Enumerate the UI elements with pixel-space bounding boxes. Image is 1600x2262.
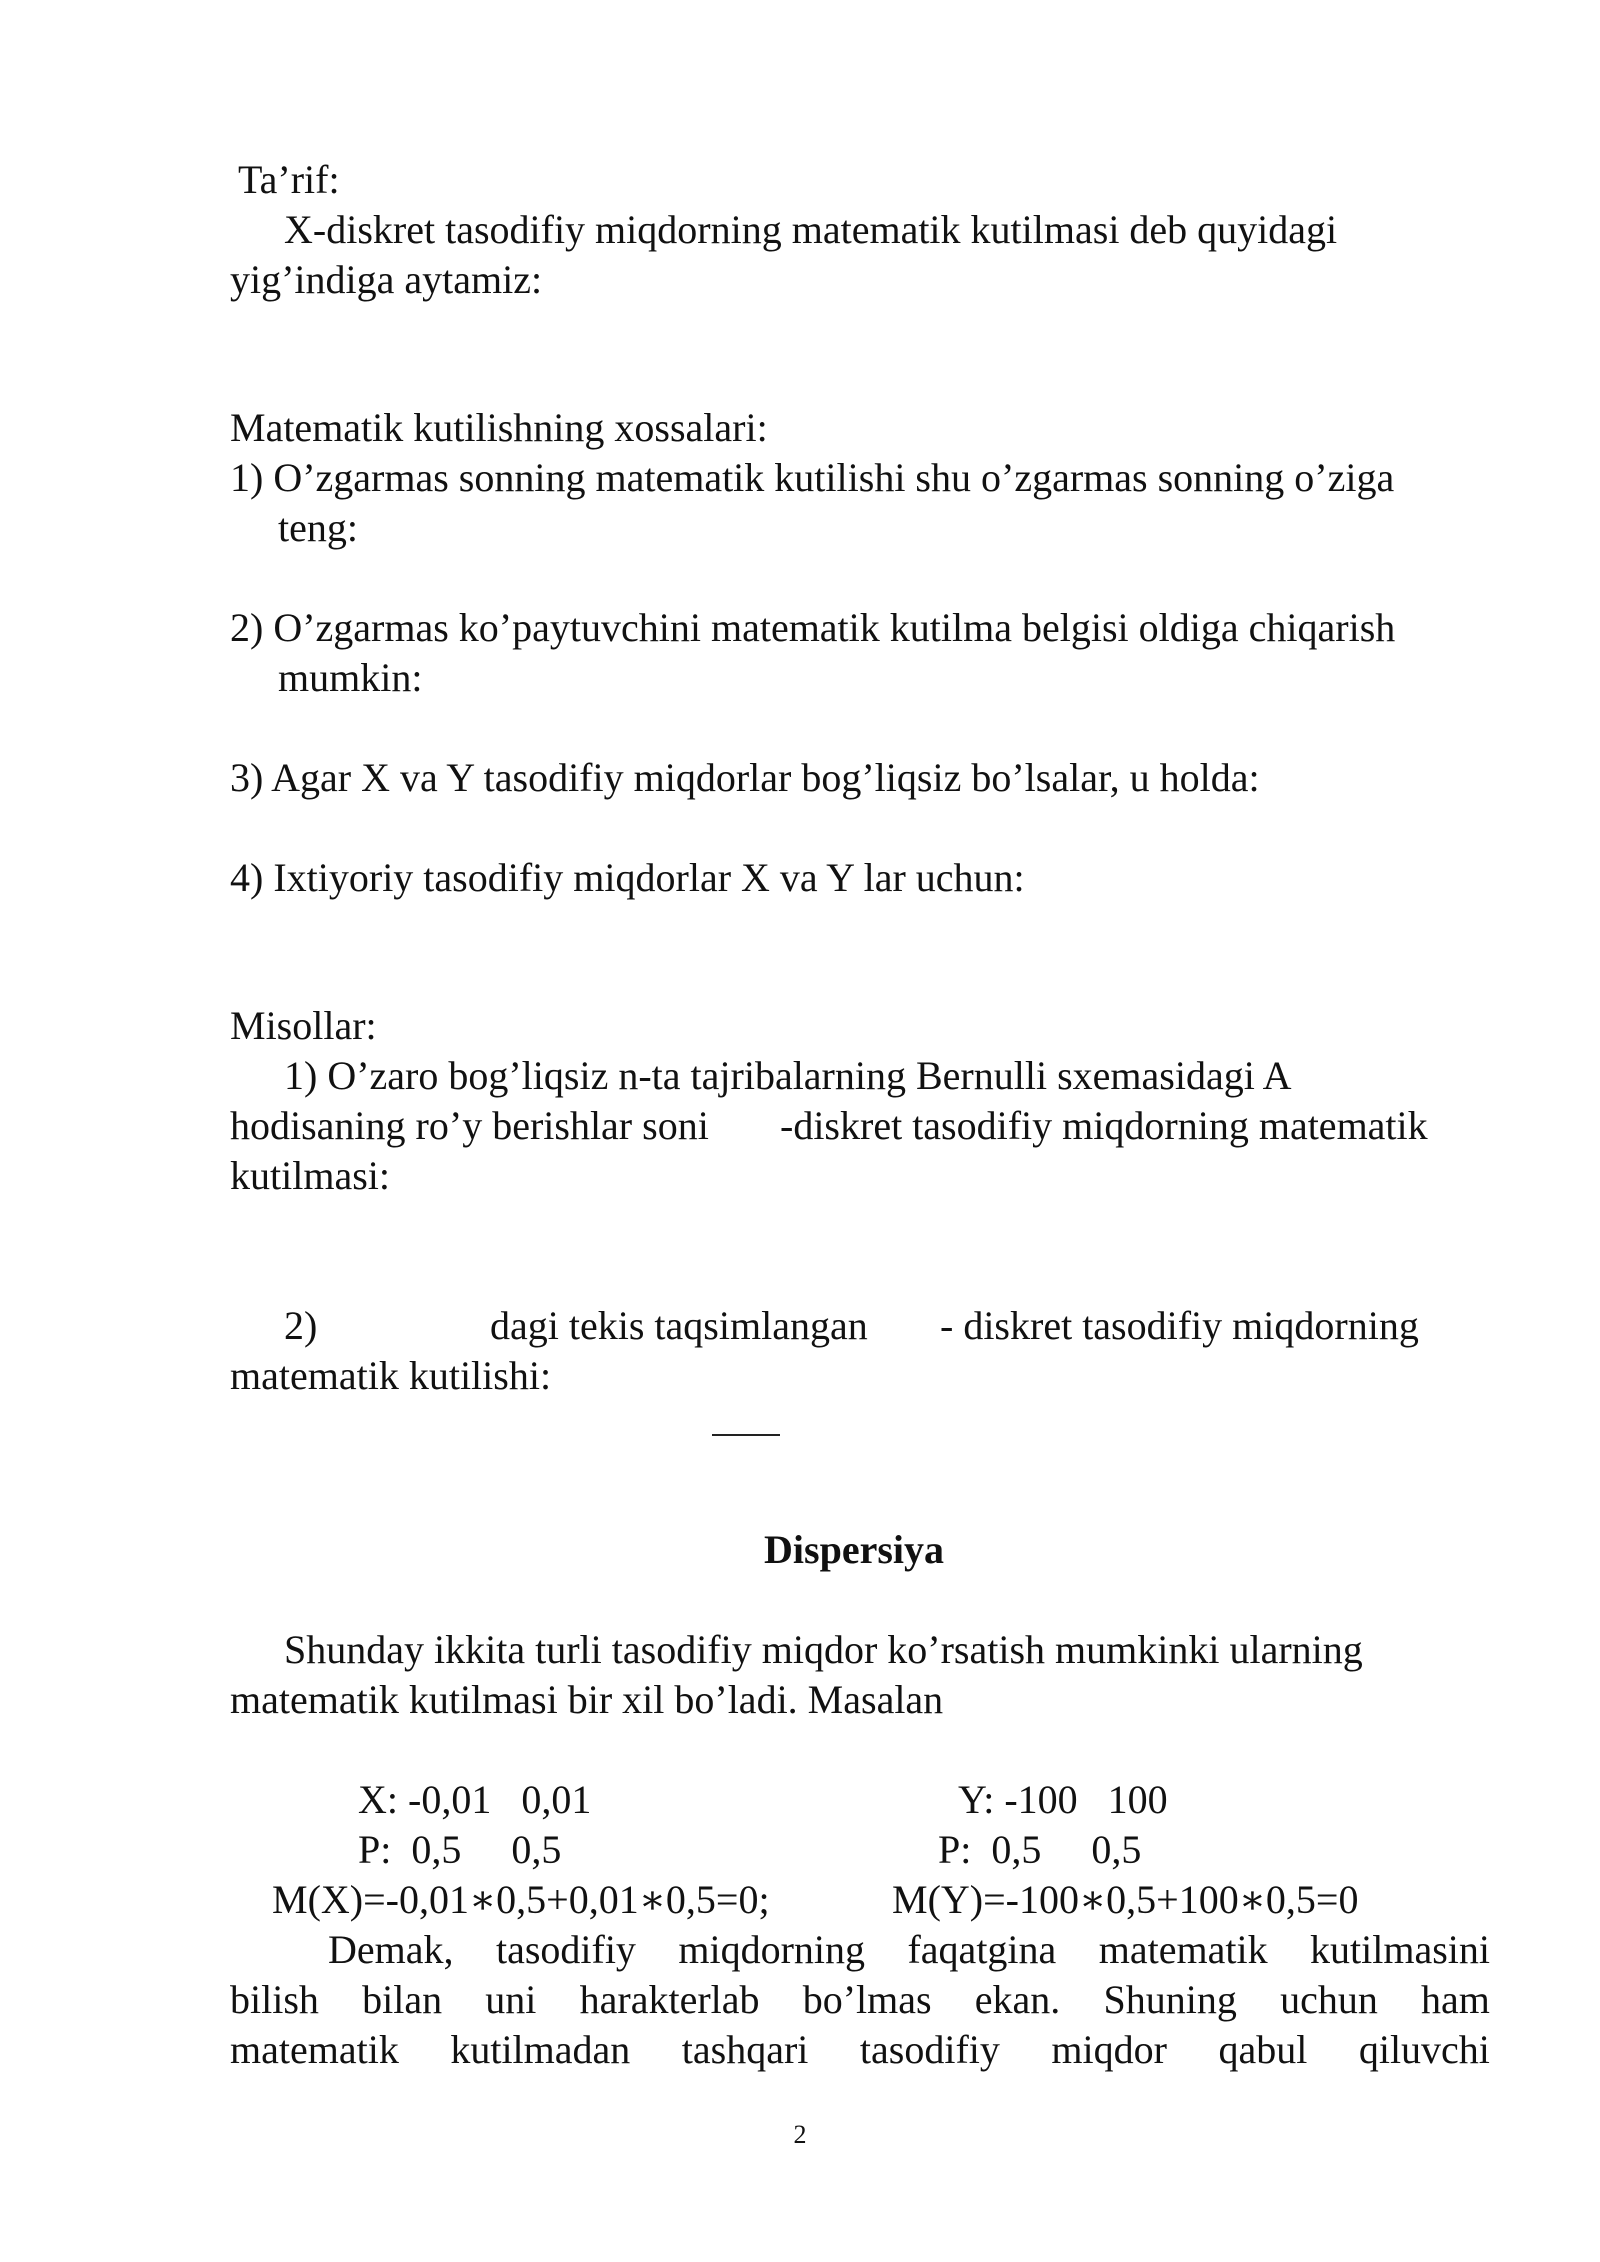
expectation-y: M(Y)=-100∗0,5+100∗0,5=0 (892, 1877, 1359, 1922)
justified-word: harakterlab (579, 1977, 760, 2022)
definition-heading: Ta’rif: (238, 157, 340, 202)
distribution-y-probabilities: P: 0,5 0,5 (938, 1827, 1142, 1872)
distribution-y-values: Y: -100 100 (958, 1777, 1168, 1822)
justified-word: kutilmadan (450, 2027, 631, 2072)
justified-word: qiluvchi (1358, 2027, 1490, 2072)
justified-word: bilan (362, 1977, 443, 2022)
example-1-line-2b: -diskret tasodifiy miqdorning matematik (780, 1103, 1428, 1148)
property-1-line-1: 1) O’zgarmas sonning matematik kutilishi shu o’zgarmas sonning o’ziga (230, 455, 1395, 500)
dispersion-p2-line-1 (328, 1927, 1490, 1972)
justified-word: kutilmasini (1310, 1927, 1490, 1972)
justified-word: Shuning (1103, 1977, 1237, 2022)
fraction-bar (712, 1434, 780, 1436)
example-2-number: 2) (284, 1303, 318, 1348)
justified-word: miqdorning (678, 1927, 866, 1972)
dispersion-p2-line-3 (230, 2027, 1490, 2072)
justified-word: matematik (230, 2027, 399, 2072)
dispersion-p2-line-2 (230, 1977, 1490, 2022)
property-1-line-2: teng: (278, 505, 358, 550)
properties-heading: Matematik kutilishning xossalari: (230, 405, 768, 450)
justified-word: ekan. (974, 1977, 1061, 2022)
justified-word: miqdor (1051, 2027, 1167, 2072)
justified-word: bo’lmas (802, 1977, 932, 2022)
expectation-x: M(X)=-0,01∗0,5+0,01∗0,5=0; (272, 1877, 770, 1922)
justified-word: bilish (230, 1977, 319, 2022)
property-3: 3) Agar X va Y tasodifiy miqdorlar bog’liqsiz bo’lsalar, u holda: (230, 755, 1260, 800)
property-2-line-1: 2) O’zgarmas ko’paytuvchini matematik kutilma belgisi oldiga chiqarish (230, 605, 1396, 650)
justified-word: qabul (1218, 2027, 1308, 2072)
property-4: 4) Ixtiyoriy tasodifiy miqdorlar X va Y lar uchun: (230, 855, 1025, 900)
example-1-line-3: kutilmasi: (230, 1153, 390, 1198)
examples-heading: Misollar: (230, 1003, 377, 1048)
justified-word: ham (1421, 1977, 1490, 2022)
justified-word: faqatgina (907, 1927, 1057, 1972)
justified-word: uni (485, 1977, 537, 2022)
distribution-x-probabilities: P: 0,5 0,5 (358, 1827, 562, 1872)
example-1-line-2a: hodisaning ro’y berishlar soni (230, 1103, 709, 1148)
dispersion-p1-line-2: matematik kutilmasi bir xil bo’ladi. Masalan (230, 1677, 944, 1722)
justified-word: tasodifiy (859, 2027, 1000, 2072)
property-2-line-2: mumkin: (278, 655, 423, 700)
definition-line-1: X-diskret tasodifiy miqdorning matematik kutilmasi deb quyidagi (284, 207, 1338, 252)
justified-word: tashqari (681, 2027, 809, 2072)
example-2-part-a: dagi tekis taqsimlangan (490, 1303, 868, 1348)
justified-word: tasodifiy (495, 1927, 636, 1972)
example-2-line-2: matematik kutilishi: (230, 1353, 552, 1398)
justified-word: uchun (1280, 1977, 1378, 2022)
distribution-x-values: X: -0,01 0,01 (358, 1777, 592, 1822)
justified-word: Demak, (328, 1927, 454, 1972)
page-number: 2 (793, 2120, 807, 2149)
example-1-line-1: 1) O’zaro bog’liqsiz n-ta tajribalarning Bernulli sxemasidagi A (284, 1053, 1292, 1098)
justified-word: matematik (1098, 1927, 1268, 1972)
dispersion-p1-line-1: Shunday ikkita turli tasodifiy miqdor ko’rsatish mumkinki ularning (284, 1627, 1363, 1672)
dispersion-title: Dispersiya (764, 1527, 944, 1572)
example-2-part-b: - diskret tasodifiy miqdorning (940, 1303, 1419, 1348)
definition-line-2: yig’indiga aytamiz: (230, 257, 543, 302)
